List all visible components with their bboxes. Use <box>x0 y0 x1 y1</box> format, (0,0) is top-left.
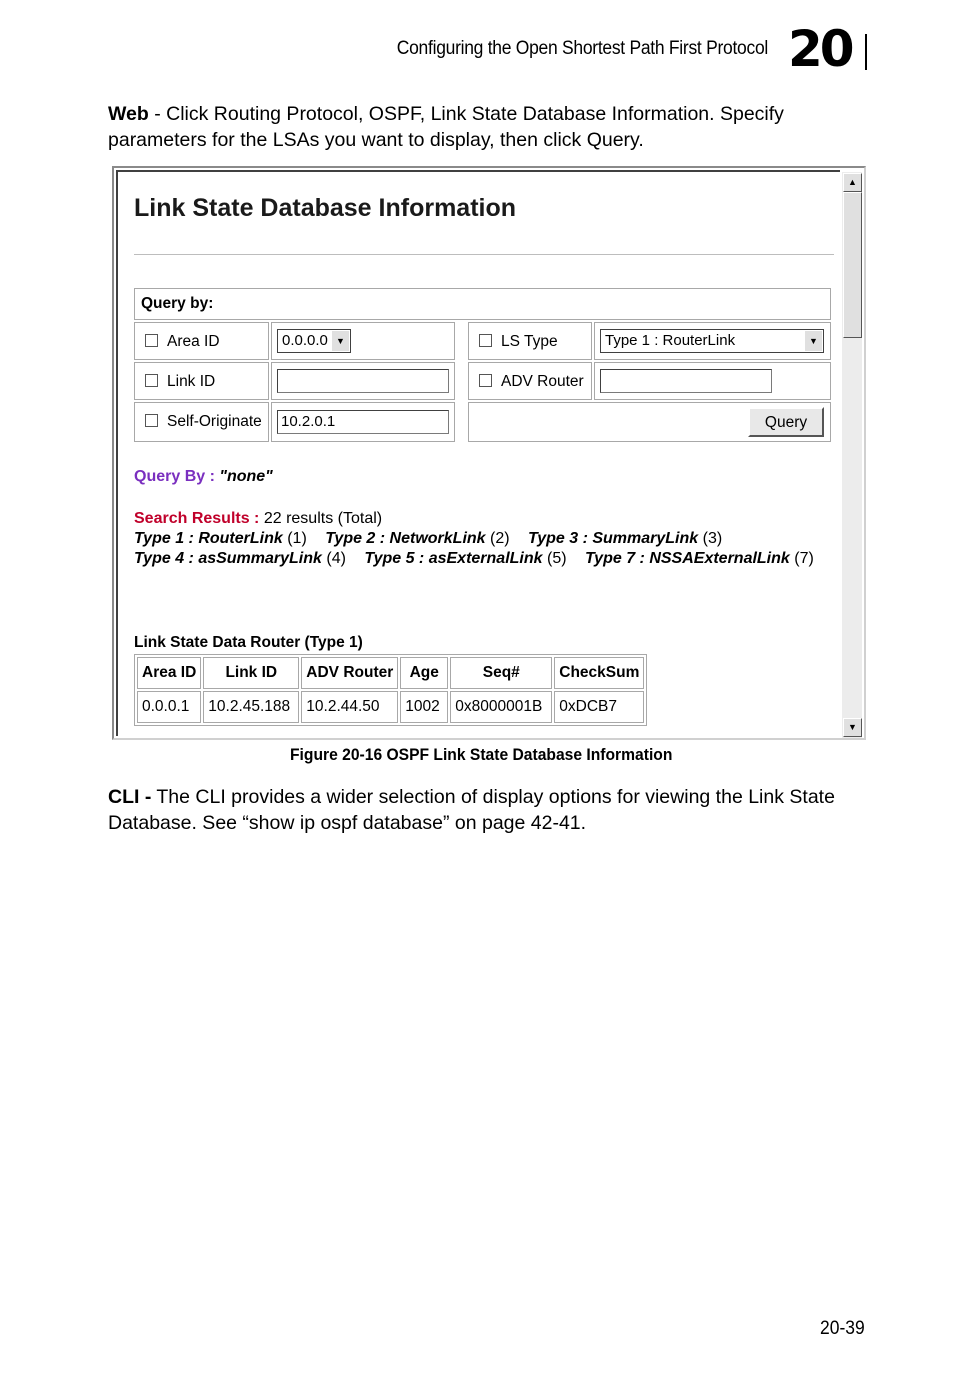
type-link <box>528 530 722 547</box>
table-caption: Link State Data Router (Type 1) <box>134 634 363 651</box>
column-header: Area ID <box>137 657 201 689</box>
type-name[interactable]: Type 4 : asSummaryLink <box>134 550 322 567</box>
link-id-cell <box>134 362 269 400</box>
adv-router-checkbox[interactable] <box>479 374 492 387</box>
table-cell: 0x8000001B <box>450 691 552 723</box>
title-divider <box>134 254 834 255</box>
area-id-label: Area ID <box>167 333 220 350</box>
page-number: 20-39 <box>820 1318 865 1339</box>
running-header: Configuring the Open Shortest Path First Protocol <box>396 38 768 59</box>
query-button[interactable]: Query <box>748 407 824 437</box>
type-link <box>325 530 509 547</box>
link-id-checkbox[interactable] <box>145 374 158 387</box>
ls-type-label: LS Type <box>501 333 558 350</box>
column-header: Age <box>400 657 448 689</box>
ls-type-select-value: Type 1 : RouterLink <box>605 332 736 349</box>
content-frame <box>116 170 840 736</box>
chapter-number: 20 <box>788 20 852 78</box>
scroll-thumb[interactable] <box>843 192 862 338</box>
area-id-select-value: 0.0.0.0 <box>282 332 328 349</box>
adv-router-input-cell <box>594 362 831 400</box>
type-counts-row-1 <box>134 530 736 548</box>
area-id-checkbox[interactable] <box>145 334 158 347</box>
type-link <box>585 550 814 567</box>
chapter-rule <box>865 34 867 70</box>
screenshot-window <box>112 166 866 740</box>
query-by-status-value: "none" <box>219 468 273 485</box>
self-originate-cell <box>134 402 269 442</box>
adv-router-label: ADV Router <box>501 373 584 390</box>
ls-type-select[interactable] <box>600 329 824 353</box>
table-cell: 0xDCB7 <box>554 691 644 723</box>
column-header: ADV Router <box>301 657 398 689</box>
query-by-status <box>134 468 273 486</box>
type-count: (3) <box>702 530 723 547</box>
self-originate-checkbox[interactable] <box>145 414 158 427</box>
query-by-status-label: Query By : <box>134 468 220 485</box>
area-id-select[interactable] <box>277 329 351 353</box>
vertical-scrollbar[interactable] <box>842 172 862 738</box>
self-originate-input[interactable]: 10.2.0.1 <box>277 410 449 434</box>
search-results-value: 22 results (Total) <box>263 510 383 527</box>
area-id-cell <box>134 322 269 360</box>
column-header: Seq# <box>450 657 552 689</box>
type-count: (1) <box>287 530 307 547</box>
type-counts-row-2 <box>134 550 828 568</box>
type-name[interactable]: Type 5 : asExternalLink <box>364 550 543 567</box>
type-name[interactable]: Type 3 : SummaryLink <box>528 530 699 547</box>
self-originate-label: Self-Originate <box>167 413 262 430</box>
type-link <box>364 550 566 567</box>
cli-paragraph <box>108 784 878 836</box>
scroll-down-icon[interactable]: ▼ <box>843 718 862 737</box>
column-header: CheckSum <box>554 657 644 689</box>
intro-lead: Web <box>108 103 149 125</box>
query-by-label: Query by: <box>141 295 214 312</box>
scroll-up-icon[interactable]: ▲ <box>843 173 862 192</box>
type-count: (2) <box>490 530 510 547</box>
type-name[interactable]: Type 1 : RouterLink <box>134 530 283 547</box>
figure-caption: Figure 20-16 OSPF Link State Database Information <box>290 745 673 764</box>
ls-type-cell <box>468 322 592 360</box>
type-name[interactable]: Type 2 : NetworkLink <box>325 530 486 547</box>
ls-type-checkbox[interactable] <box>479 334 492 347</box>
adv-router-input[interactable] <box>600 369 772 393</box>
type-count: (4) <box>326 550 346 567</box>
link-id-input[interactable] <box>277 369 449 393</box>
search-results-label: Search Results : <box>134 510 264 527</box>
type-count: (7) <box>794 550 814 567</box>
table-cell: 10.2.44.50 <box>301 691 398 723</box>
query-by-header <box>134 288 831 320</box>
type-link <box>134 550 346 567</box>
query-button-cell <box>468 402 831 442</box>
table-cell: 10.2.45.188 <box>203 691 299 723</box>
table-row <box>137 691 644 723</box>
page-title: Link State Database Information <box>134 194 517 222</box>
type-link <box>134 530 307 547</box>
adv-router-cell <box>468 362 592 400</box>
ls-type-input-cell <box>594 322 831 360</box>
chevron-down-icon[interactable]: ▼ <box>331 331 349 351</box>
link-id-label: Link ID <box>167 373 216 390</box>
column-header: Link ID <box>203 657 299 689</box>
cli-text: The CLI provides a wider selection of display options for viewing the Link State Database. See “show ip ospf database” on page 42-41. <box>108 786 835 834</box>
link-id-input-cell <box>271 362 455 400</box>
self-originate-input-cell <box>271 402 455 442</box>
intro-paragraph <box>108 101 878 153</box>
lsa-table <box>134 654 647 726</box>
type-name[interactable]: Type 7 : NSSAExternalLink <box>585 550 790 567</box>
table-cell: 0.0.0.1 <box>137 691 201 723</box>
table-cell: 1002 <box>400 691 448 723</box>
type-count: (5) <box>546 550 567 567</box>
area-id-input-cell <box>271 322 455 360</box>
cli-lead: CLI - <box>108 786 152 808</box>
table-header-row <box>137 657 644 689</box>
intro-text: - Click Routing Protocol, OSPF, Link State Database Information. Specify parameters for the LSAs you want to display, then click Query. <box>108 103 784 151</box>
chevron-down-icon[interactable]: ▼ <box>804 331 822 351</box>
search-results <box>134 510 382 528</box>
